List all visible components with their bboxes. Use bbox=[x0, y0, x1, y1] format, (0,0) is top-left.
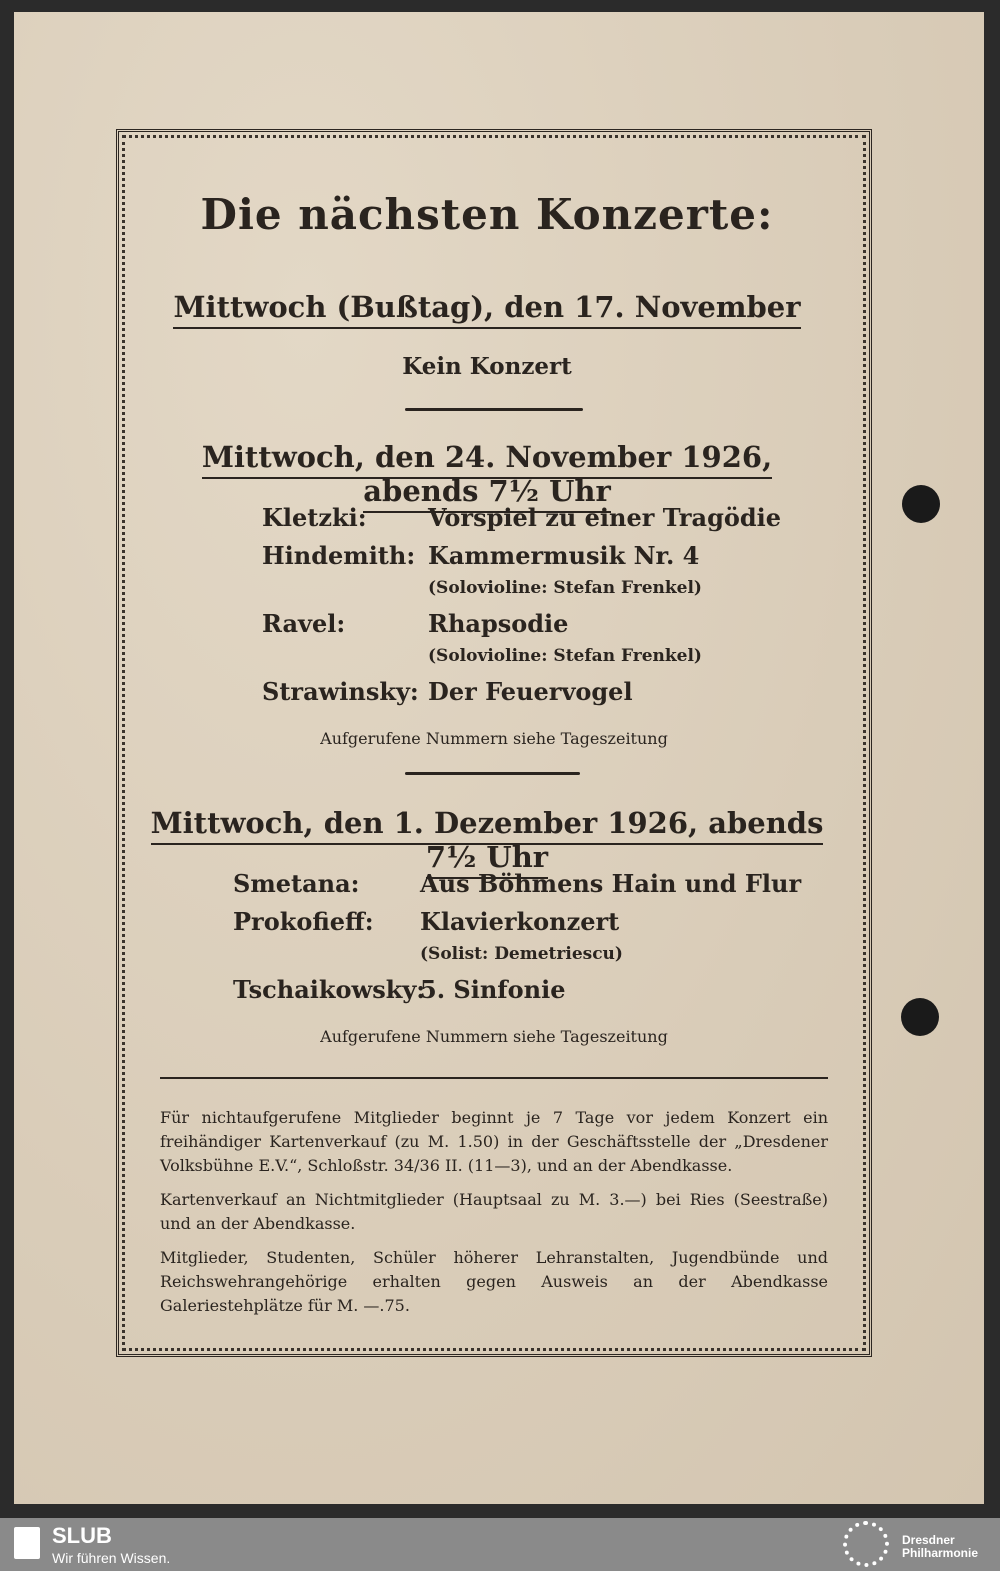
page-title: Die nächsten Konzerte: bbox=[200, 190, 774, 239]
program-work: 5. Sinfonie bbox=[420, 975, 566, 1004]
program-detail: (Solist: Demetriescu) bbox=[420, 944, 623, 964]
info-paragraph: Mitglieder, Studenten, Schüler höherer Lehranstalten, Jugendbünde und Reichswehrangehörige erhalten gegen Ausweis an der Abendkasse Galeriestehplätze für M. —.75. bbox=[160, 1248, 828, 1315]
program-composer: Ravel: bbox=[262, 609, 346, 638]
divider bbox=[405, 408, 583, 411]
divider bbox=[405, 772, 580, 775]
program-composer: Tschaikowsky: bbox=[233, 975, 426, 1004]
punch-hole-top bbox=[902, 485, 940, 523]
philharmonie-logo-icon bbox=[843, 1521, 889, 1567]
program-work: Kammermusik Nr. 4 bbox=[428, 541, 700, 570]
program-composer: Smetana: bbox=[233, 869, 360, 898]
program-detail: (Solovioline: Stefan Frenkel) bbox=[428, 646, 702, 666]
concert2-heading: Mittwoch, den 24. November 1926, abends 7½ Uhr bbox=[145, 440, 829, 508]
program-work: Klavierkonzert bbox=[420, 907, 620, 936]
program-work: Der Feuervogel bbox=[428, 677, 633, 706]
footer-bar bbox=[0, 1518, 1000, 1571]
philharmonie-name[interactable]: Dresdner Philharmonie bbox=[902, 1533, 979, 1560]
info-paragraph: Für nichtaufgerufene Mitglieder beginnt je 7 Tage vor jedem Konzert ein freihändiger Kartenverkauf (zu M. 1.50) in der Geschäftsstelle der „Dresdener Volksbühne E.V.“, Schloßstr. 34/36 II. (11—3), und an der Abendkasse. bbox=[160, 1108, 828, 1175]
slub-logo-icon bbox=[14, 1527, 40, 1559]
concert3-footnote: Aufgerufene Nummern siehe Tageszeitung bbox=[320, 1027, 668, 1046]
program-work: Vorspiel zu einer Tragödie bbox=[428, 503, 782, 532]
concert2-footnote: Aufgerufene Nummern siehe Tageszeitung bbox=[320, 729, 668, 748]
punch-hole-bottom bbox=[901, 998, 939, 1036]
slub-tagline: Wir führen Wissen. bbox=[52, 1550, 171, 1566]
program-composer: Hindemith: bbox=[262, 541, 416, 570]
program-detail: (Solovioline: Stefan Frenkel) bbox=[428, 578, 702, 598]
program-work: Rhapsodie bbox=[428, 609, 569, 638]
program-work: Aus Böhmens Hain und Flur bbox=[420, 869, 802, 898]
program-composer: Kletzki: bbox=[262, 503, 367, 532]
concert1-note: Kein Konzert bbox=[402, 353, 572, 380]
concert1-heading: Mittwoch (Bußtag), den 17. November bbox=[145, 290, 829, 324]
section-rule bbox=[160, 1077, 828, 1079]
info-paragraph: Kartenverkauf an Nichtmitglieder (Hauptsaal zu M. 3.—) bei Ries (Seestraße) und an der Abendkasse. bbox=[160, 1190, 828, 1233]
concert3-heading: Mittwoch, den 1. Dezember 1926, abends 7½ Uhr bbox=[145, 806, 829, 874]
program-composer: Prokofieff: bbox=[233, 907, 374, 936]
program-composer: Strawinsky: bbox=[262, 677, 419, 706]
slub-name[interactable]: SLUB bbox=[52, 1523, 112, 1548]
